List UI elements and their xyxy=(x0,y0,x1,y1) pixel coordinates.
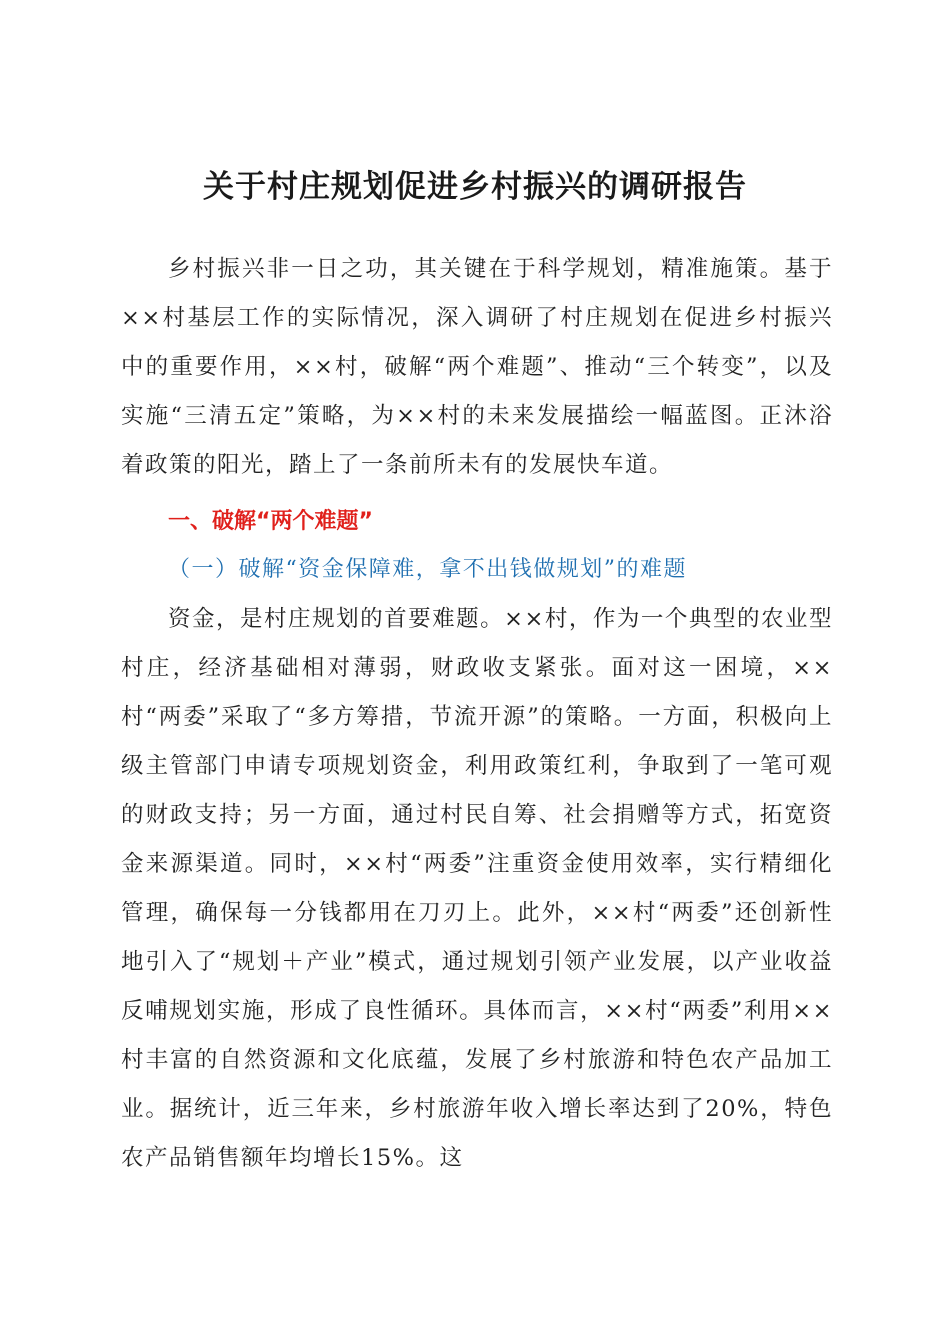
subsection-heading-1: （一）破解“资金保障难，拿不出钱做规划”的难题 xyxy=(168,557,687,582)
subsection-1-text: 资金，是村庄规划的首要难题。××村，作为一个典型的农业型村庄，经济基础相对薄弱，财政收支紧张。面对这一困境，××村“两委”采取了“多方筹措，节流开源”的策略。一方面，积极向上级主管部门申请专项规划资金，利用政策红利，争取到了一笔可观的财政支持；另一方面，通过村民自筹、社会捐赠等方式，拓宽资金来源渠道。同时，××村“两委”注重资金使用效率，实行精细化管理，确保每一分钱都用在刀刃上。此外，××村“两委”还创新性地引入了“规划＋产业”模式，通过规划引领产业发展，以产业收益反哺规划实施，形成了良性循环。具体而言，××村“两委”利用××村丰富的自然资源和文化底蕴，发展了乡村旅游和特色农产品加工业。据统计，近三年来，乡村旅游年收入增长率达到了20%，特色农产品销售额年均增长15%。这 xyxy=(121,606,833,1171)
intro-paragraph xyxy=(121,245,833,490)
intro-text: 乡村振兴非一日之功，其关键在于科学规划，精准施策。基于××村基层工作的实际情况，深入调研了村庄规划在促进乡村振兴中的重要作用，××村，破解“两个难题”、推动“三个转变”，以及实施“三清五定”策略，为××村的未来发展描绘一幅蓝图。正沐浴着政策的阳光，踏上了一条前所未有的发展快车道。 xyxy=(121,256,833,478)
document-title: 关于村庄规划促进乡村振兴的调研报告 xyxy=(203,169,747,205)
subsection-1-paragraph xyxy=(121,595,833,1183)
section-heading-1: 一、破解“两个难题” xyxy=(168,509,373,534)
